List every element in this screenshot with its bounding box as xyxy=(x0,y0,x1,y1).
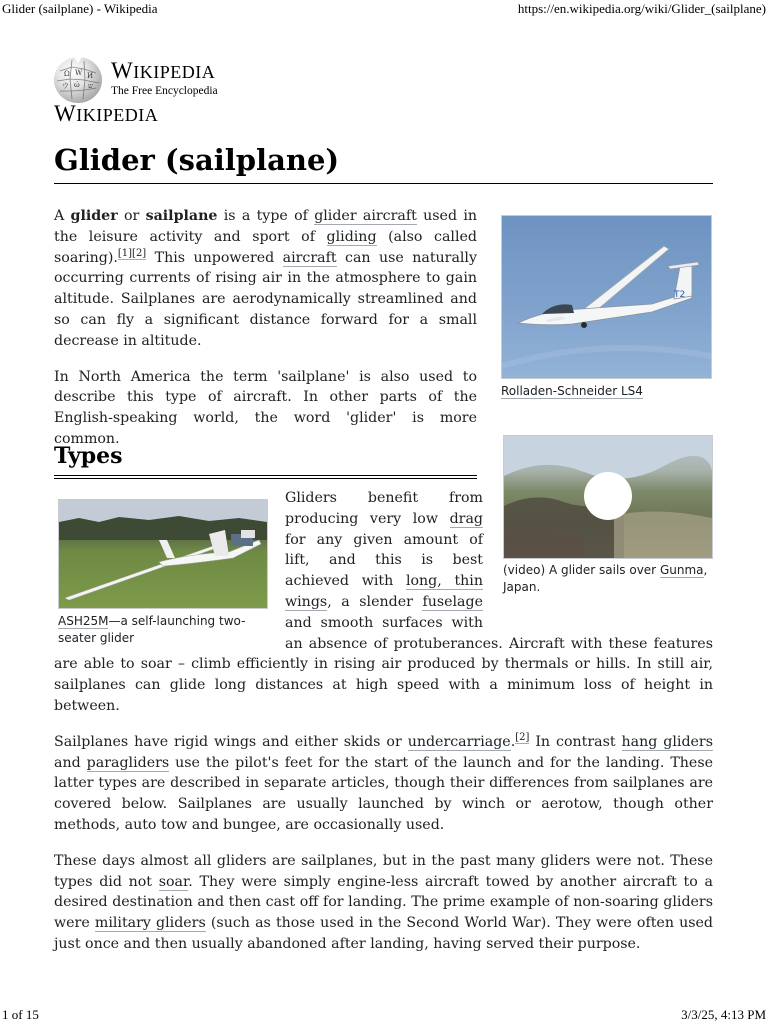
svg-text:ש: ש xyxy=(88,82,93,90)
page-count: 1 of 15 xyxy=(2,1007,39,1022)
print-header xyxy=(0,1,768,19)
reference-link-2[interactable]: [2] xyxy=(132,247,147,259)
link-soar[interactable]: soar xyxy=(158,873,189,890)
print-timestamp: 3/3/25, 4:13 PM xyxy=(681,1007,766,1022)
types-paragraph-3: These days almost all gliders are sailplanes, but in the past many gliders were not. These types did not soar. They were simply engine-less aircraft towed by another aircraft to a desired destination and then cast off for landing. The prime example of non-soaring gliders were military gliders (such as those used in the Second World War). They were often used just once and then usually abandoned after landing, having served their purpose. xyxy=(54,852,714,952)
svg-text:ώ: ώ xyxy=(74,81,80,89)
logo-tagline: The Free Encyclopedia xyxy=(111,85,218,97)
ls4-glider-image[interactable] xyxy=(501,215,712,379)
print-header-url: https://en.wikipedia.org/wiki/Glider_(sailplane) xyxy=(517,1,766,16)
tail-mark: T2 xyxy=(674,290,686,300)
logo-wordmark: WIKIPEDIA xyxy=(111,58,216,83)
print-footer xyxy=(0,1007,768,1025)
float-spacer-right xyxy=(483,488,713,633)
site-wordmark[interactable]: WIKIPEDIA xyxy=(54,101,159,126)
logo-wordmark-block xyxy=(111,59,218,98)
figure-ls4-caption xyxy=(501,383,710,400)
page-title: Glider (sailplane) xyxy=(54,140,713,184)
intro-paragraph-1: A glider or sailplane is a type of glider aircraft used in the leisure activity and sport of gliding (also called soaring).[1][2] This unpowered aircraft can use naturally occurring currents of rising air in the atmosphere to gain altitude. Sailplanes are aerodynamically streamlined and so can fly a significant distance forward for a small decrease in altitude. xyxy=(54,208,477,349)
intro-paragraph-2: In North America the term 'sailplane' is also used to describe this type of aircraft. In other parts of the English-speaking world, the word 'glider' is more common. xyxy=(54,368,477,447)
svg-text:ウ: ウ xyxy=(62,82,69,90)
link-drag[interactable]: drag xyxy=(449,510,483,527)
float-spacer-left xyxy=(54,488,285,653)
figure-ash25m-caption: ASH25M—a self-launching two-seater glider xyxy=(58,614,246,645)
link-gliding[interactable]: gliding xyxy=(326,228,377,245)
print-header-title: Glider (sailplane) - Wikipedia xyxy=(2,1,158,16)
reference-link-1[interactable]: [1] xyxy=(117,247,133,259)
link-rolladen-schneider-ls4[interactable]: Rolladen-Schneider LS4 xyxy=(501,384,643,398)
figure-ls4 xyxy=(501,215,710,400)
intro-text xyxy=(54,206,477,450)
link-hang-gliders[interactable]: hang gliders xyxy=(621,733,713,750)
link-military-gliders[interactable]: military gliders xyxy=(94,915,206,932)
section-heading-types: Types xyxy=(54,440,477,476)
wikipedia-globe-icon xyxy=(54,57,102,103)
types-paragraph-2: Sailplanes have rigid wings and either skids or undercarriage.[2] In contrast hang gliders and paragliders use the pilot's feet for the start of the launch and for the landing. These latter types are described in separate articles, though their differences from sailplanes are covered below. Sailplanes are usually launched by winch or aerotow, though other methods, auto tow and bungee, are occasionally used. xyxy=(54,732,713,833)
svg-text:И: И xyxy=(87,72,94,80)
link-glider-aircraft[interactable]: glider aircraft xyxy=(314,208,417,224)
link-ash25m[interactable]: ASH25M xyxy=(58,614,109,628)
types-text xyxy=(54,488,713,955)
link-aircraft[interactable]: aircraft xyxy=(282,249,337,266)
svg-text:W: W xyxy=(75,69,83,77)
figure-video-caption: (video) A glider sails over Gunma, Japan. xyxy=(503,563,708,594)
svg-text:Ω: Ω xyxy=(64,70,70,78)
link-long-thin-wings[interactable]: long, thin wings xyxy=(285,573,483,610)
link-fuselage[interactable]: fuselage xyxy=(422,593,483,610)
link-gunma[interactable]: Gunma xyxy=(659,563,704,577)
link-paragliders[interactable]: paragliders xyxy=(86,754,170,771)
types-paragraph-1: Gliders benefit from producing very low drag for any given amount of lift, and this is best achieved with long, thin wings, a slender fuselage and smooth surfaces with an absence of protuberances. Aircraft with these features are able to soar – climb efficiently in rising air produced by thermals or hills. In still air, sailplanes can glide long distances at high speed with a minimum loss of height in between. xyxy=(54,490,713,714)
link-undercarriage[interactable]: undercarriage xyxy=(407,733,511,750)
reference-link-2b[interactable]: [2] xyxy=(515,732,530,744)
